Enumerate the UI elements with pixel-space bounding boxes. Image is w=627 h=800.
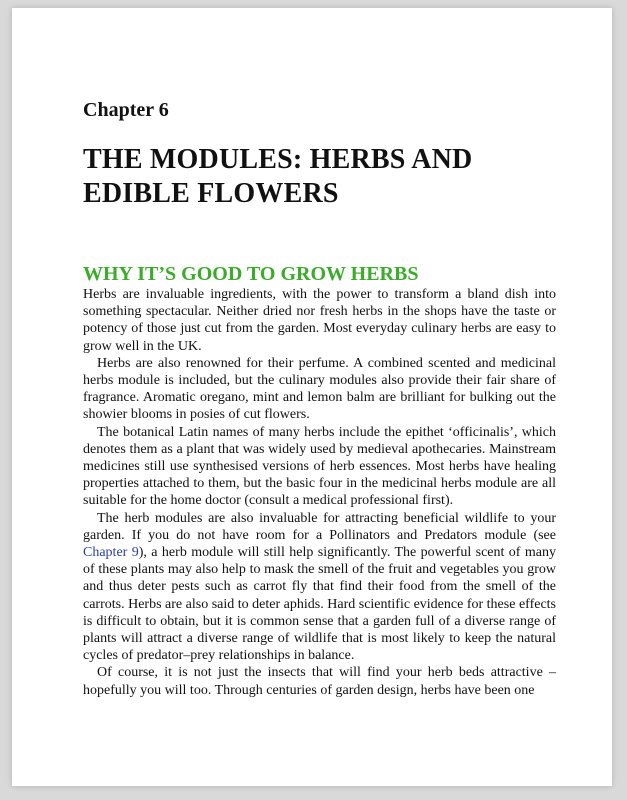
book-page [12,8,612,786]
paragraph-3: The botanical Latin names of many herbs include the epithet ‘officinalis’, which denotes them as a plant that was widely used by medieval apothecaries. Mainstream medicines still use synthesised versions of herb essences. Most herbs have healing properties attached to them, but the basic four in the medicinal herbs module are all suitable for the home doctor (consult a medical professional first). [83,424,556,509]
paragraph-1: Herbs are invaluable ingredients, with the power to transform a bland dish into something spectacular. Neither dried nor fresh herbs in the shops have the taste or potency of those just cut from the garden. Most everyday culinary herbs are easy to grow well in the UK. [83,287,556,354]
chapter-label: Chapter 6 [83,99,169,121]
paragraph-2: Herbs are also renowned for their perfume. A combined scented and medicinal herbs module is included, but the culinary modules also provide their fair share of fragrance. Aromatic oregano, mint and lemon balm are brilliant for bulking out the showier blooms in posies of cut flowers. [83,355,556,423]
paragraph-4-text-end: ), a herb module will still help significantly. The powerful scent of many of these plants may also help to mask the smell of the fruit and vegetables you grow and thus deter pests such as carrot fly that find their food from the smell of the carrots. Herbs are also said to deter aphids. Hard scientific evidence for these effects is difficult to obtain, but it is common sense that a garden full of a diverse range of plants will attract a diverse range of wildlife that is most likely to keep the natural cycles of predator–prey relationships in balance. [83,545,556,664]
section-heading: WHY IT’S GOOD TO GROW HERBS [83,263,419,285]
paragraph-5: Of course, it is not just the insects that will find your herb beds attractive – hopefully you will too. Through centuries of garden design, herbs have been one [83,665,556,698]
paragraph-4 [83,510,556,665]
paragraph-4-text-start: The herb modules are also invaluable for attracting beneficial wildlife to your garden. If you do not have room for a Pollinators and Predators module (see [83,510,556,543]
page-content [83,98,556,699]
chapter-title: THE MODULES: HERBS AND EDIBLE FLOWERS [83,144,473,209]
chapter-9-link[interactable]: Chapter 9 [83,545,139,561]
